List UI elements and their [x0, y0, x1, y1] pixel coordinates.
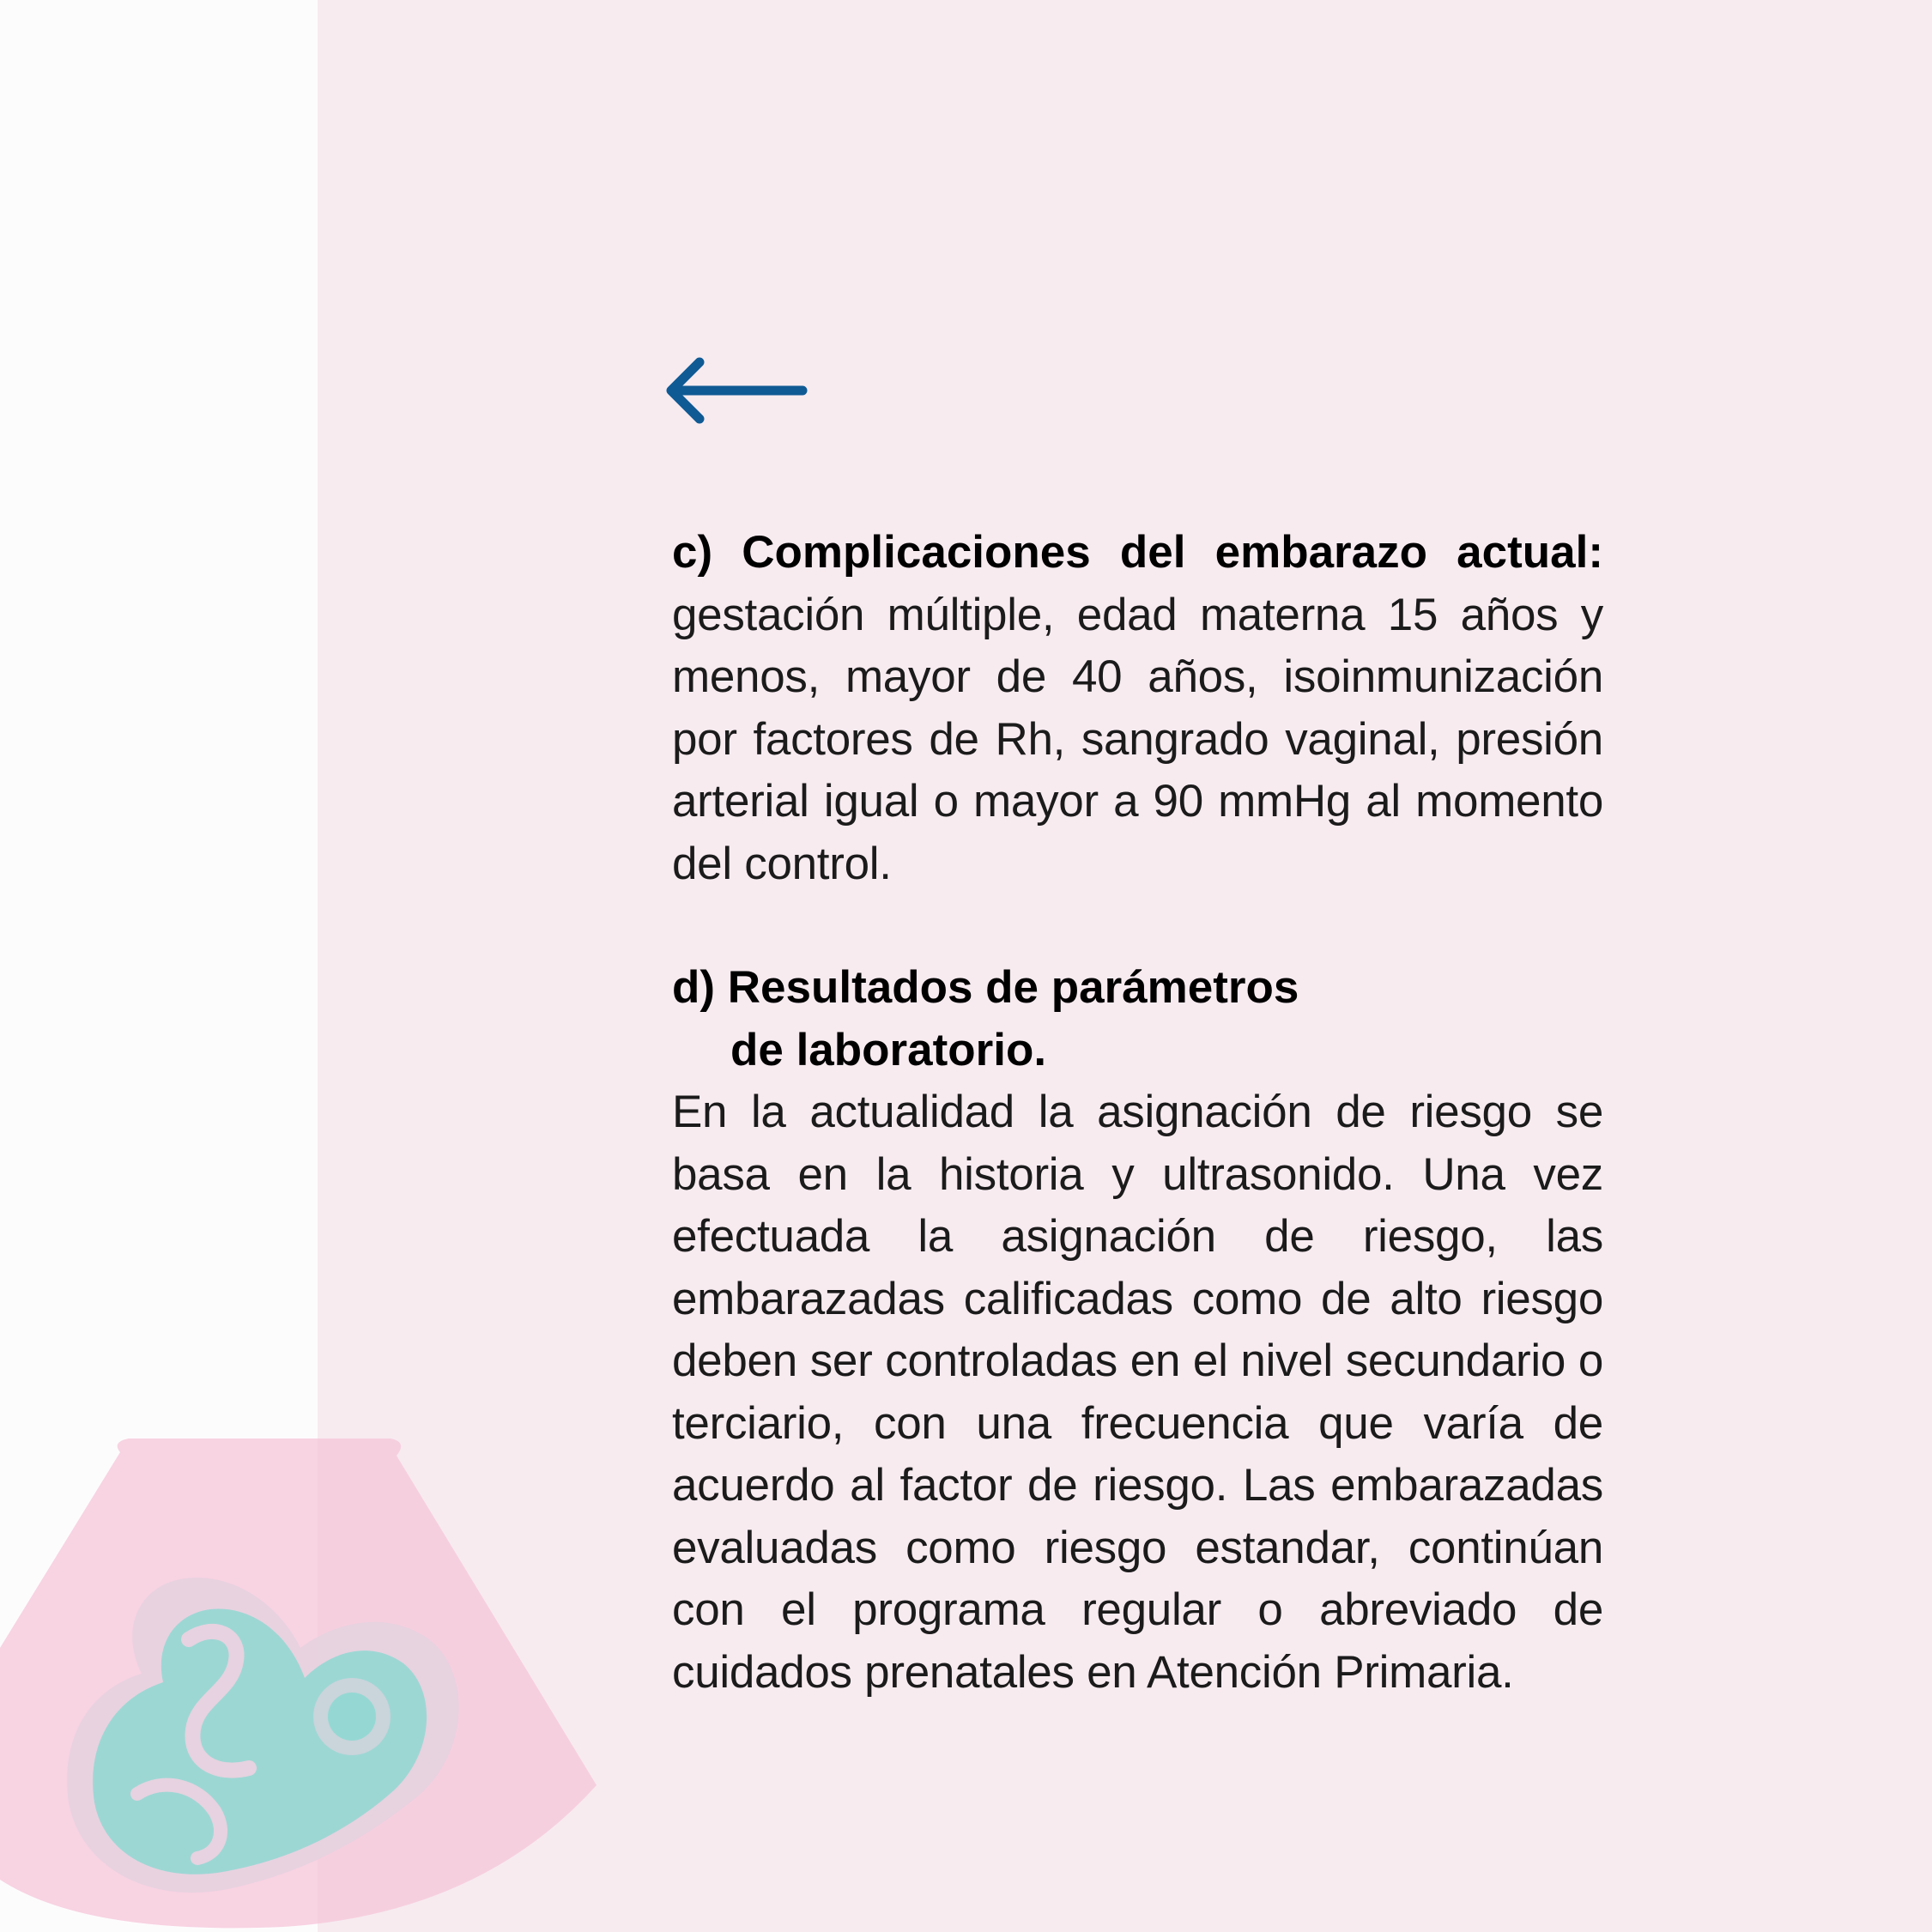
section-d [672, 957, 1603, 1704]
section-d-body: En la actualidad la asignación de riesgo se basa en la historia y ultrasonido. Una vez efectuada la asignación de riesgo, las embarazadas calificadas como de alto riesgo deben ser controladas en el nivel secundario o terciario, con una frecuencia que varía de acuerdo al factor de riesgo. Las embarazadas evaluadas como riesgo estandar, continúan con el programa regular o abreviado de cuidados prenatales en Atención Primaria. [672, 1087, 1603, 1698]
section-d-heading-line2: de laboratorio. [730, 1024, 1047, 1075]
document-body [672, 522, 1603, 1704]
section-d-heading-line1: d) Resultados de parámetros [672, 962, 1299, 1013]
ultrasound-fetus-icon [0, 1433, 601, 1932]
section-c-heading: c) Complicaciones del embarazo actual: [672, 527, 1603, 578]
section-c [672, 522, 1603, 895]
fetus-head-core [328, 1693, 376, 1741]
section-c-body: gestación múltiple, edad materna 15 años y menos, mayor de 40 años, isoinmunización por factores de Rh, sangrado vaginal, presión arterial igual o mayor a 90 mmHg al momento del control. [672, 589, 1603, 889]
back-arrow-icon[interactable] [661, 352, 811, 429]
